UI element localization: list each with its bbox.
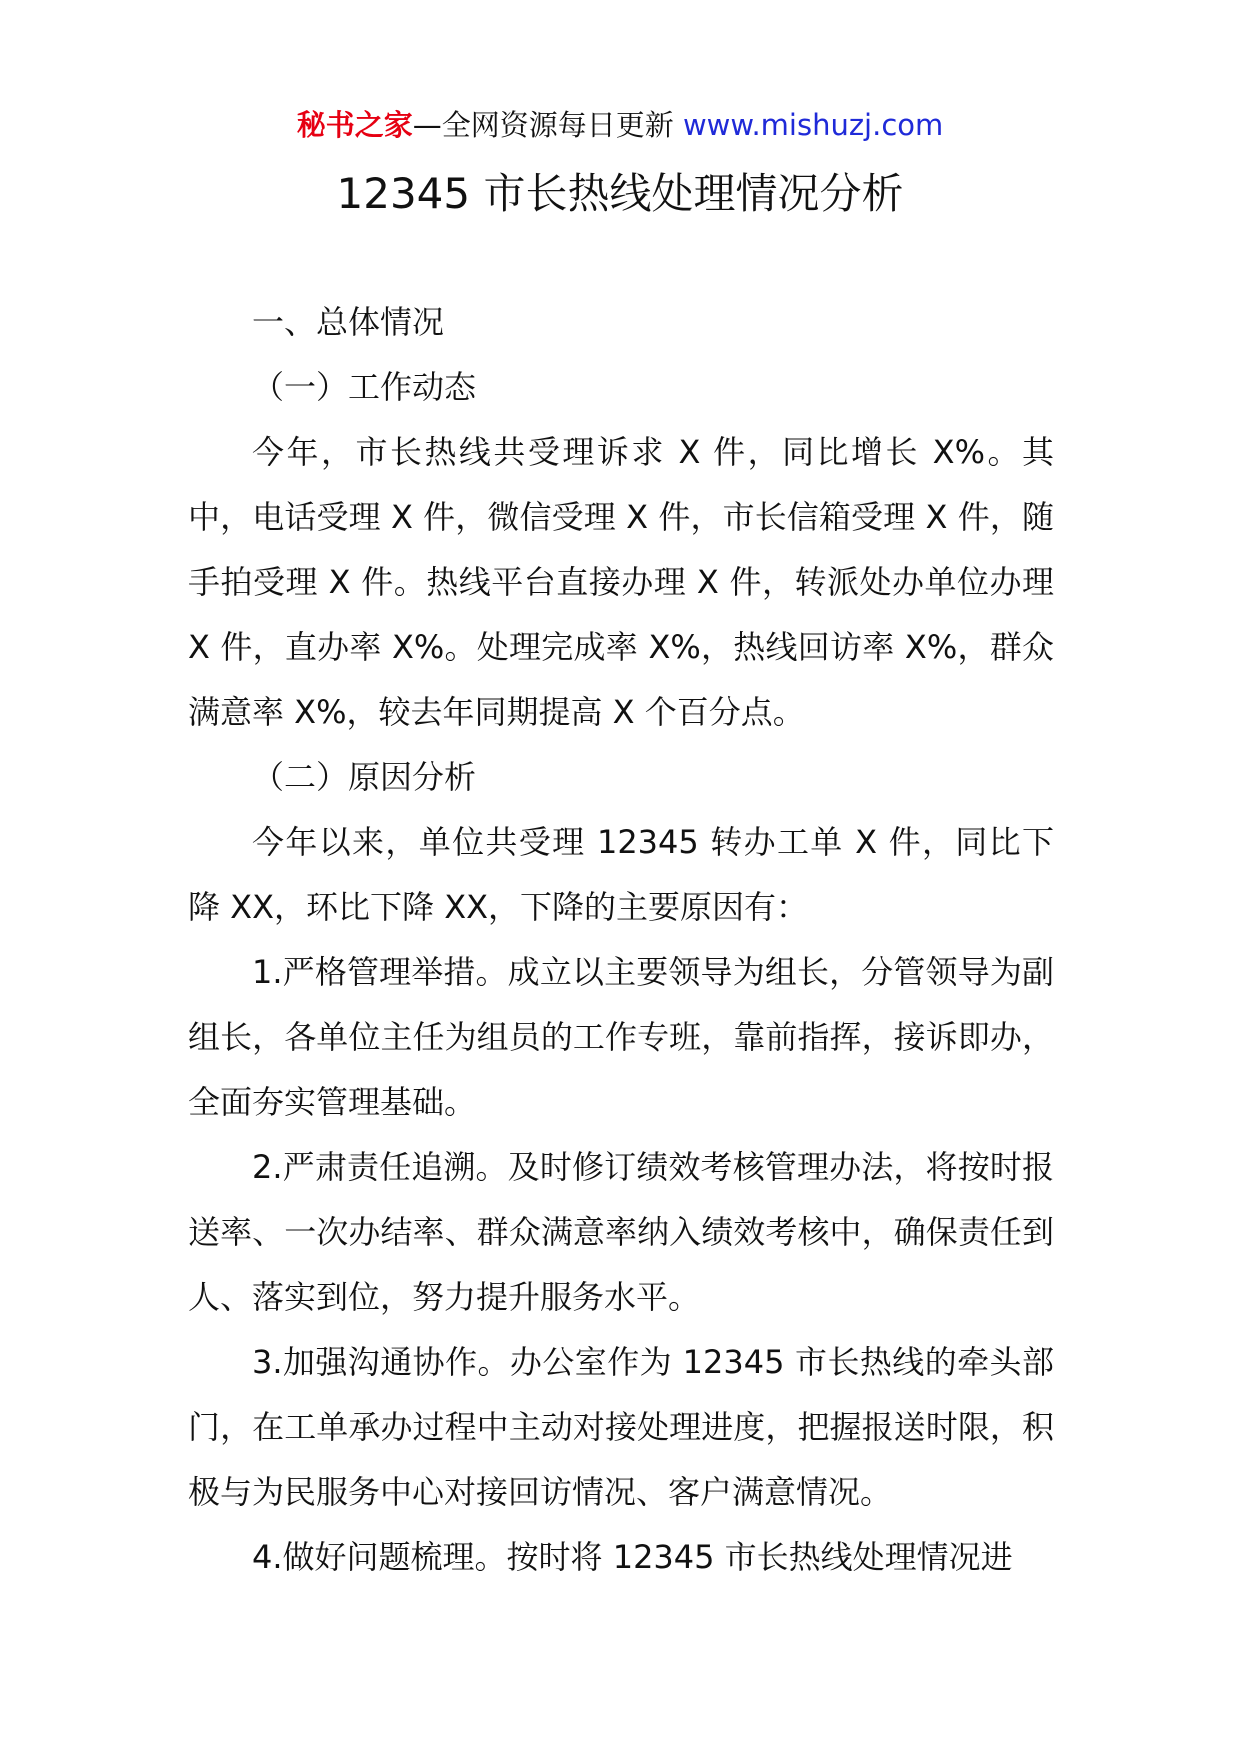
paragraph-reason-1: 1.严格管理举措。成立以主要领导为组长，分管领导为副组长，各单位主任为组员的工作专班，靠前指挥，接诉即办，全面夯实管理基础。 [188, 953, 1054, 1121]
paragraph-reason-3: 3.加强沟通协作。办公室作为 12345 市长热线的牵头部门，在工单承办过程中主动对接处理进度，把握报送时限，积极与为民服务中心对接回访情况、客户满意情况。 [188, 1343, 1054, 1511]
document-title: 12345 市长热线处理情况分析 [336, 169, 904, 218]
site-tagline: —全网资源每日更新 [412, 108, 683, 142]
subsection-heading-work-dynamics: （一）工作动态 [252, 368, 477, 406]
site-url-link[interactable]: www.mishuzj.com [682, 108, 944, 142]
section-heading-overall: 一、总体情况 [252, 303, 445, 341]
site-brand: 秘书之家 [296, 108, 413, 142]
paragraph-cause-intro: 今年以来，单位共受理 12345 转办工单 X 件，同比下降 XX，环比下降 XX，下降的主要原因有： [188, 823, 1054, 926]
paragraph-work-dynamics: 今年，市长热线共受理诉求 X 件，同比增长 X%。其中，电话受理 X 件，微信受理 X 件，市长信箱受理 X 件，随手拍受理 X 件。热线平台直接办理 X 件，转派处办单位办理 X 件，直办率 X%。处理完成率 X%，热线回访率 X%，群众满意率 X%，较去年同期提高 X 个百分点。 [188, 433, 1054, 731]
paragraph-reason-4: 4.做好问题梳理。按时将 12345 市长热线处理情况进 [252, 1538, 1013, 1576]
paragraph-reason-2: 2.严肃责任追溯。及时修订绩效考核管理办法，将按时报送率、一次办结率、群众满意率纳入绩效考核中，确保责任到人、落实到位，努力提升服务水平。 [188, 1148, 1054, 1316]
document-body [188, 290, 1054, 1590]
site-header [0, 100, 1240, 150]
subsection-heading-cause-analysis: （二）原因分析 [252, 758, 477, 796]
